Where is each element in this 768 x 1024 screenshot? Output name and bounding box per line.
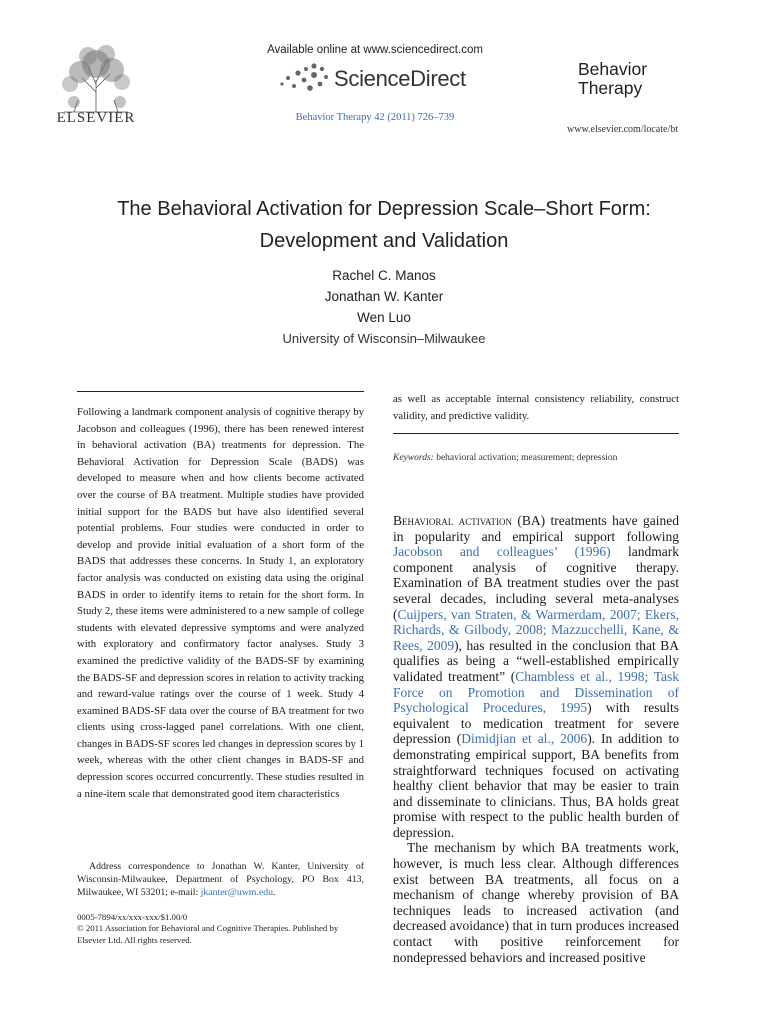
citation-link-jacobson[interactable]: Jacobson and colleagues’ (1996) <box>393 544 611 560</box>
citation-link-meta-analyses[interactable]: Cuijpers, van Straten, & Warmerdam, 2007; Ekers, Richards, & Gilbody, 2008; Mazzucchelli, Kane, & Rees, 2009 <box>393 606 679 653</box>
body-text-span: (BA) treatments have gained in popularity and empirical support following <box>393 513 679 544</box>
journal-reference[interactable]: Behavior Therapy 42 (2011) 726–739 <box>295 112 455 123</box>
citation-link-chambless[interactable]: Chambless et al., 1998; Task Force on Promotion and Dissemination of Psychological Procedures, 1995 <box>393 668 679 716</box>
paper-title-line1: The Behavioral Activation for Depression Scale–Short Form: <box>117 198 651 220</box>
body-text-span: ). In addition to demonstrating empirical support, BA benefits from straightforward techniques focused on activating healthy client behavior that may be easier to train and disseminate to clinicians. Thus, BA holds great promise with respect to the public health burden of depression. <box>393 731 680 840</box>
correspondence-note <box>77 860 364 899</box>
body-text-span: ) with results equivalent to medication treatment for severe depression ( <box>393 700 679 747</box>
body-text <box>393 513 679 965</box>
issn-line: 0005-7894/xx/xxx-xxx/$1.00/0 <box>77 912 188 922</box>
publisher-name: ELSEVIER <box>56 110 136 126</box>
citation-link-dimidjian[interactable]: Dimidjian et al., 2006 <box>461 731 588 747</box>
sciencedirect-wordmark[interactable]: ScienceDirect <box>334 66 466 91</box>
body-text-span: landmark component analysis of cognitive therapy. Examination of BA treatment studies over the past several decades, including several meta-analyses ( <box>393 544 679 622</box>
correspondence-end: . <box>273 887 276 898</box>
correspondence-text: Address correspondence to Jonathan W. Kanter, University of Wisconsin-Milwaukee, Department of Psychology, PO Box 413, Milwaukee, WI 53201; e-mail: <box>77 861 364 898</box>
journal-title <box>578 60 708 98</box>
abstract-continued-text: as well as acceptable internal consistency reliability, construct validity, and predictive validity. <box>393 393 679 422</box>
correspondence-email-link[interactable]: jkanter@uwm.edu <box>200 887 274 898</box>
journal-title-line1: Behavior <box>578 59 648 79</box>
body-text-span: ), has resulted in the conclusion that BA qualifies as being a “well-established empirically validated treatment” ( <box>393 637 679 684</box>
paper-title-line2: Development and Validation <box>259 230 509 252</box>
available-online-text[interactable]: Available online at www.sciencedirect.com <box>267 44 483 56</box>
elsevier-tree-logo <box>44 42 148 116</box>
body-lead-smallcaps: Behavioral activation <box>393 513 513 528</box>
affiliation: University of Wisconsin–Milwaukee <box>282 331 486 346</box>
copyright-notice: © 2011 Association for Behavioral and Cognitive Therapies. Published by Elsevier Ltd. All rights reserved. <box>77 923 339 945</box>
keywords-line <box>393 453 679 463</box>
journal-url[interactable]: www.elsevier.com/locate/bt <box>567 124 678 135</box>
journal-title-line2: Therapy <box>578 78 643 98</box>
body-paragraph-1 <box>393 513 679 840</box>
keywords-label: Keywords: <box>393 453 434 463</box>
abstract-bottom-rule <box>393 433 679 434</box>
abstract-text: Following a landmark component analysis of cognitive therapy by Jacobson and colleagues (1996), there has been renewed interest in behavioral activation (BA) treatments for depression. The Behavioral Activation for Depression Scale (BADS) was developed to measure when and how clients become activated over the course of BA treatment. Multiple studies have provided initial support for the BADS but have also identified several potential problems. Four studies were conducted in order to develop and provide initial evaluation of a short form of the BADS that addresses these concerns. In Study 1, an exploratory factor analysis was conducted on existing data using the original BADS in order to identify items to retain for the short form. In Study 2, these items were administered to a new sample of college students with elevated depressive symptoms and were analyzed with exploratory and confirmatory factor analyses. Study 3 examined the predictive validity of the BADS-SF by examining the BADS-SF and depression scores in relation to activity tracking and reward-value ratings over the course of 1 week. Study 4 examined BADS-SF data over the course of BA treatment for two clients using cross-lagged panel correlations. With one client, changes in BADS-SF scores led changes in depression scores by 1 week, whereas with the other client changes in BADS-SF and depression scores occurred concurrently. These studies resulted in a nine-item scale that demonstrated good item characteristics <box>77 406 364 800</box>
keywords-text: behavioral activation; measurement; depression <box>433 453 618 463</box>
sciencedirect-dots-icon <box>276 60 332 94</box>
body-paragraph-2: The mechanism by which BA treatments work, however, is much less clear. Although differences exist between BA treatments, all focus on a mechanism of change whereby provision of BA techniques leads to increased activation (and decreased avoidance) that in turn produces increased contact with positive reinforcement for nondepressed behaviors and increased positive <box>393 840 679 965</box>
author-1: Rachel C. Manos <box>332 268 436 283</box>
abstract-top-rule <box>77 391 364 392</box>
paper-title <box>60 193 708 257</box>
author-3: Wen Luo <box>357 310 411 325</box>
author-2: Jonathan W. Kanter <box>324 289 444 304</box>
